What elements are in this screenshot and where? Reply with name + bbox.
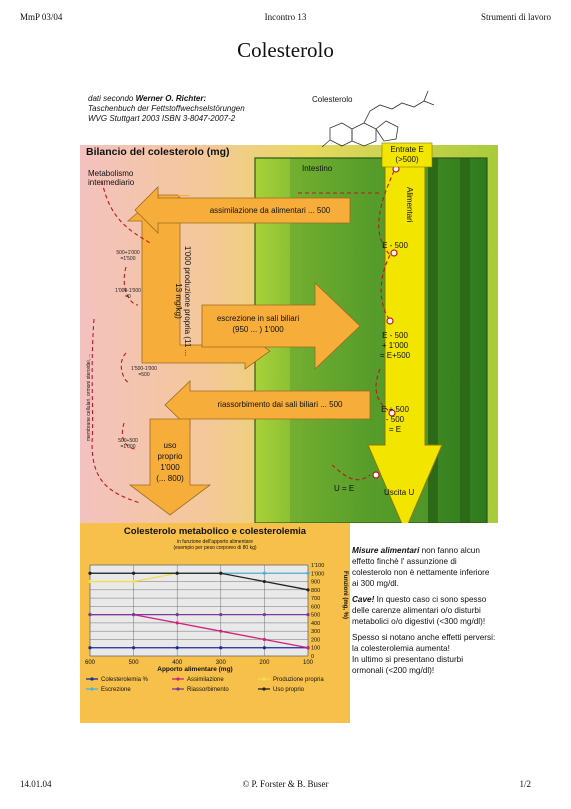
x-tick-label: 600 xyxy=(84,660,96,666)
series-point xyxy=(263,646,266,649)
produzione-label: 1'000 produzione propria (11 ... 13 mg/kg) xyxy=(174,245,192,357)
y-tick-label: 0 xyxy=(311,654,315,660)
footer-right: 1/2 xyxy=(519,779,531,789)
membrane-label: membrane cellulari, ormoni steroidei, ... xyxy=(86,353,92,441)
y-tick-label: 800 xyxy=(311,587,321,594)
reference-author: Werner O. Richter: xyxy=(135,94,207,103)
header-left: MmP 03/04 xyxy=(20,12,63,22)
side-note-a xyxy=(108,250,148,262)
side-note-b xyxy=(108,288,148,300)
note-2-rest: In questo caso ci sono spesso delle carenze alimentari o/o disturbi metabolici o/o digestivi (<300 mg/dl)! xyxy=(352,595,487,626)
series-point xyxy=(176,613,179,616)
series-point xyxy=(132,572,135,575)
y-tick-label: 600 xyxy=(311,604,321,611)
page-title: Colesterolo xyxy=(237,38,334,62)
footer-center: © P. Forster & B. Buser xyxy=(242,779,329,789)
balance-3-line-1: E + 500 xyxy=(381,405,409,414)
legend-marker xyxy=(262,687,265,690)
note-paragraph-4: In ultimo si presentano disturbi ormonali (<200 mg/dl)! xyxy=(352,655,464,675)
plot-area xyxy=(90,565,308,656)
series-point xyxy=(88,613,91,616)
series-point xyxy=(263,580,266,583)
balance-1: E - 500 xyxy=(382,241,408,250)
y-tick-label: 1'100 xyxy=(311,563,325,569)
chart-subtitle-1: in funzione dell'apporto alimentare xyxy=(176,539,253,545)
uso-proprio-line-2: proprio xyxy=(157,452,183,461)
uscita-label: Uscita U xyxy=(384,488,415,497)
side-note-b-2: =0 xyxy=(125,294,131,300)
series-point xyxy=(132,580,135,583)
legend-marker xyxy=(90,677,93,680)
x-tick-label: 500 xyxy=(128,660,139,666)
uso-proprio-label xyxy=(142,440,198,484)
balance-2-line-3: = E+500 xyxy=(379,351,411,360)
ue-label: U = E xyxy=(334,484,355,493)
series-point xyxy=(263,572,266,575)
series-point xyxy=(88,572,91,575)
reference-line-2: Taschenbuch der Fettstoffwechselstörungen xyxy=(88,104,245,113)
chart-title: Colesterolo metabolico e colesterolemia xyxy=(123,526,307,537)
molecule-label: Colesterolo xyxy=(312,95,353,104)
uso-proprio-line-4: (... 800) xyxy=(156,474,184,483)
y-tick-label: 200 xyxy=(311,637,321,644)
chart-ylabel: Funzioni (mg, %) xyxy=(342,571,348,619)
legend-label: Escrezione xyxy=(101,687,131,693)
series-point xyxy=(306,646,309,649)
chart-xlabel: Apporto alimentare (mg) xyxy=(157,666,233,673)
series-point xyxy=(219,646,222,649)
legend-marker xyxy=(262,677,265,680)
chart-subtitle-2: (esempio per peso corporeo di 80 kg) xyxy=(173,545,257,551)
header-right: Strumenti di lavoro xyxy=(481,12,551,22)
series-point xyxy=(132,646,135,649)
x-tick-label: 400 xyxy=(172,660,183,666)
series-point xyxy=(219,613,222,616)
side-note-d xyxy=(108,438,148,450)
series-point xyxy=(306,588,309,591)
note-1-bold: Misure alimentari xyxy=(352,546,420,555)
entrate-label: Entrate E (>500) xyxy=(390,145,424,164)
note-paragraph-1 xyxy=(352,545,496,589)
legend-marker xyxy=(176,677,179,680)
legend-label: Uso proprio xyxy=(273,687,305,693)
side-note-d-1: 500+500 xyxy=(118,438,138,444)
series-point xyxy=(219,630,222,633)
y-tick-label: 100 xyxy=(311,645,321,652)
assimilazione-label: assimilazione da alimentari ... 500 xyxy=(209,206,331,215)
y-tick-label: 500 xyxy=(311,612,321,619)
riassorbimento-label: riassorbimento dai sali biliari ... 500 xyxy=(217,400,343,409)
x-tick-label: 300 xyxy=(215,660,226,666)
series-point xyxy=(263,638,266,641)
legend-marker xyxy=(90,687,93,690)
balance-2-line-1: E - 500 xyxy=(382,331,408,340)
chart-plot xyxy=(80,523,350,723)
side-note-b-1: 1'000-1'000 xyxy=(115,288,141,294)
section-title: Bilancio del colesterolo (mg) xyxy=(86,146,230,158)
series-point xyxy=(132,613,135,616)
series-point xyxy=(219,572,222,575)
note-2-bold: Cave! xyxy=(352,595,375,604)
x-tick-label: 200 xyxy=(259,660,270,666)
legend-label: Riassorbimento xyxy=(187,687,229,693)
balance-3-line-2: - 500 xyxy=(385,415,405,424)
side-note-a-2: =1'500 xyxy=(120,256,136,262)
side-note-c-2: =500 xyxy=(138,372,150,378)
reference-line-1 xyxy=(88,94,206,104)
side-note-d-2: =1'000 xyxy=(120,444,136,450)
series-point xyxy=(88,580,91,583)
side-note-c-1: 1'500-1'000 xyxy=(131,366,157,372)
series-point xyxy=(306,613,309,616)
series-point xyxy=(263,613,266,616)
balance-diagram xyxy=(80,83,498,523)
escrezione-label: escrezione in sali biliari xyxy=(216,314,300,323)
cholesterol-figure xyxy=(80,83,498,723)
balance-3-line-3: = E xyxy=(388,425,402,434)
y-tick-label: 1'000 xyxy=(311,571,325,578)
y-tick-label: 900 xyxy=(311,579,321,586)
series-point xyxy=(306,572,309,575)
notes-text xyxy=(352,545,496,681)
x-tick-label: 100 xyxy=(302,660,314,666)
uso-proprio-line-1: uso xyxy=(163,441,177,450)
uso-proprio-line-3: 1'000 xyxy=(160,463,180,472)
legend-label: Produzione propria xyxy=(273,677,324,683)
series-point xyxy=(88,646,91,649)
cholesterol-chart xyxy=(80,523,350,723)
note-paragraph-2 xyxy=(352,594,496,627)
legend-marker xyxy=(176,687,179,690)
series-point xyxy=(176,646,179,649)
series-point xyxy=(176,572,179,575)
metabolismo-label: Metabolismo intermediario xyxy=(88,169,135,187)
side-note-c xyxy=(124,366,164,378)
reference-line-3: WVG Stuttgart 2003 ISBN 3-8047-2007-2 xyxy=(88,114,236,123)
y-tick-label: 300 xyxy=(311,629,321,636)
y-tick-label: 400 xyxy=(311,620,321,627)
legend-label: Assimilazione xyxy=(187,677,224,683)
escrezione-values: (950 ... ) 1'000 xyxy=(232,325,284,334)
header-center: Incontro 13 xyxy=(264,12,307,22)
alimentari-label: Alimentari xyxy=(405,187,414,223)
series-point xyxy=(176,621,179,624)
reference-prefix: dati secondo xyxy=(88,94,136,103)
intestino-label: Intestino xyxy=(302,164,333,173)
balance-2-line-2: + 1'000 xyxy=(381,341,409,350)
legend-label: Colesterolemia % xyxy=(101,677,149,683)
note-paragraph-3: Spesso si notano anche effetti perversi: la colesterolemia aumenta! xyxy=(352,633,496,653)
note-1-rest: non fanno alcun effetto finchè l' assunzione di colesterolo non è nettamente inferiore ai 300 mg/dl. xyxy=(352,546,490,588)
side-note-a-1: 500+1'000 xyxy=(116,250,140,256)
footer-left: 14.01.04 xyxy=(20,779,52,789)
y-tick-label: 700 xyxy=(311,596,321,603)
